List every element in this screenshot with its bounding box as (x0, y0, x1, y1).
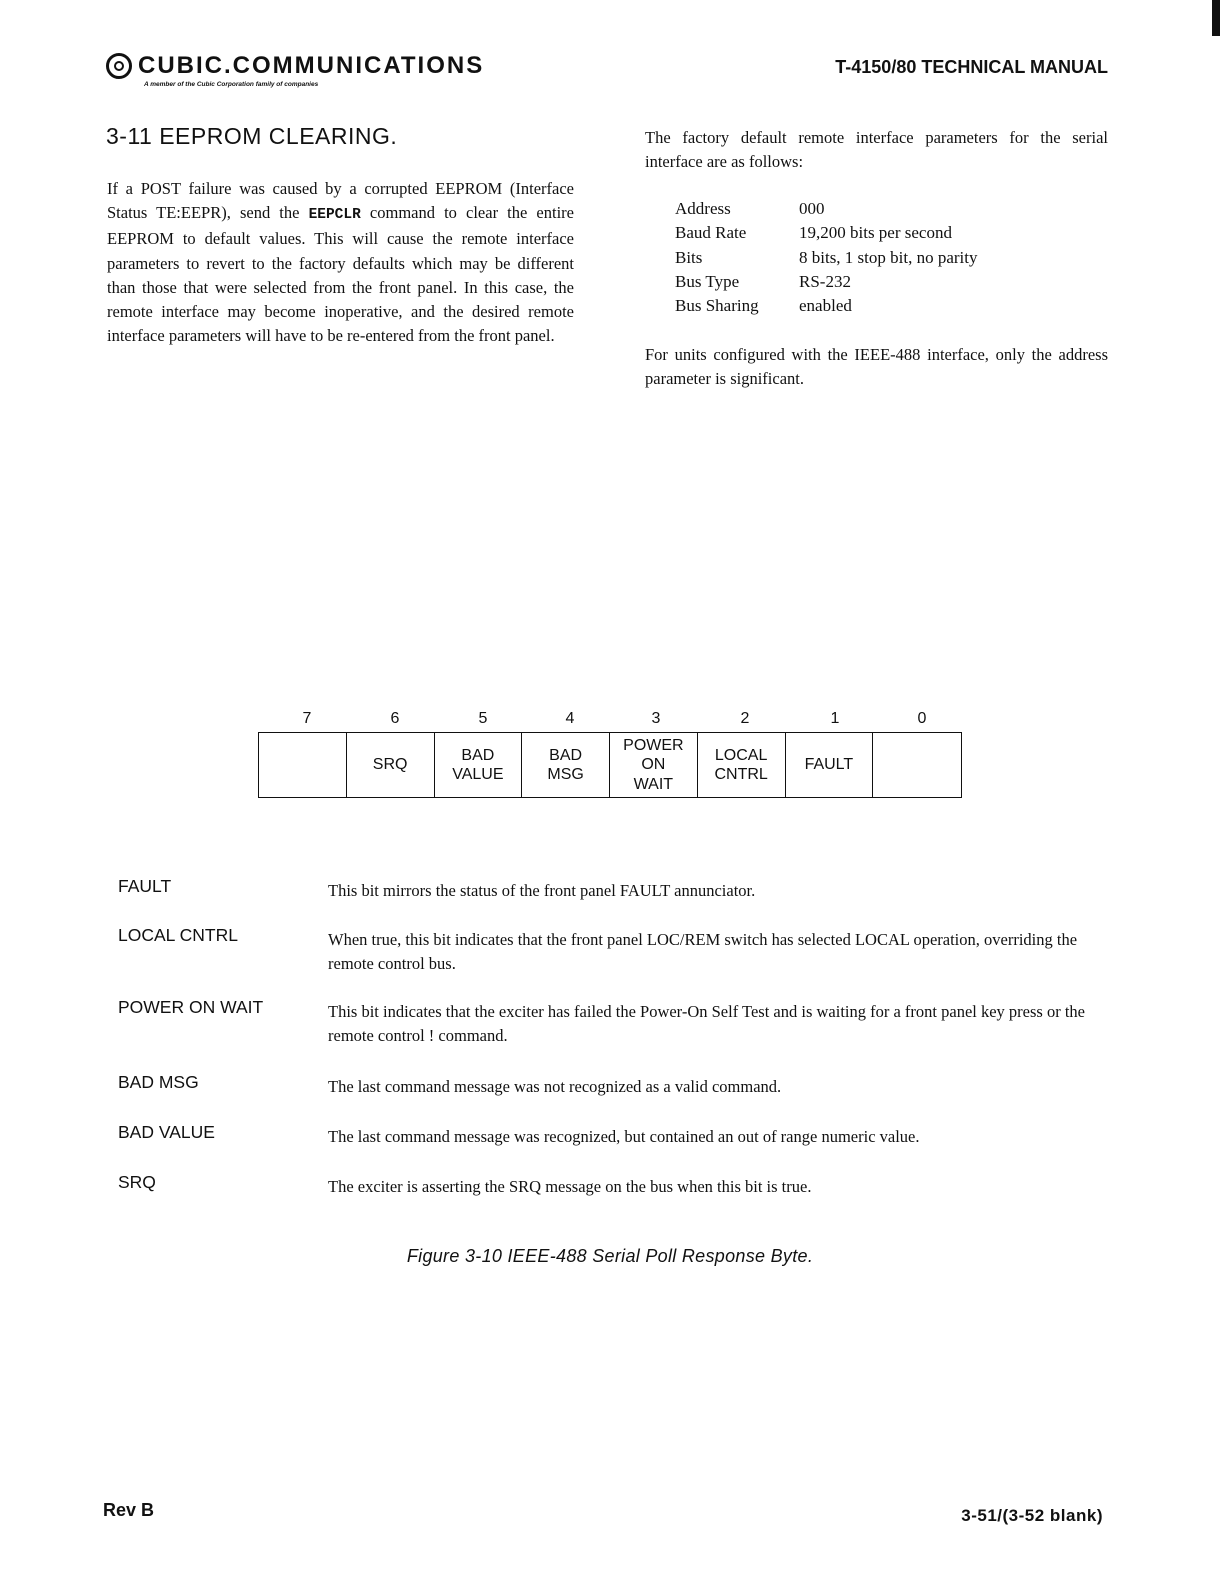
param-row (675, 221, 978, 245)
param-value: RS-232 (799, 271, 851, 291)
bit-number-row (258, 710, 962, 732)
definition-desc: The last command message was not recognized as a valid command. (328, 1077, 782, 1096)
page-number: 3-51/(3-52 blank) (961, 1506, 1103, 1525)
eeprom-clearing-paragraph (107, 177, 574, 348)
section-title: 3-11 EEPROM CLEARING. (106, 123, 398, 149)
definition-desc: The last command message was recognized, but contained an out of range numeric value. (328, 1127, 920, 1146)
bit-cell-7 (259, 733, 347, 797)
param-name: Address (675, 199, 731, 218)
page-edge-mark (1212, 0, 1220, 36)
ieee488-note-paragraph: For units configured with the IEEE-488 interface, only the address parameter is significant. (645, 345, 1108, 389)
definition-desc: The exciter is asserting the SRQ message on the bus when this bit is true. (328, 1177, 812, 1196)
bit-number: 1 (830, 710, 840, 727)
bit-number: 7 (302, 710, 312, 727)
bit-cell-5: BAD VALUE (435, 733, 523, 797)
definition-term: SRQ (118, 1172, 156, 1192)
command-name: EEPCLR (308, 207, 361, 224)
definition-desc: This bit mirrors the status of the front panel FAULT annunciator. (328, 881, 756, 900)
manual-title: T-4150/80 TECHNICAL MANUAL (835, 57, 1108, 77)
bit-number: 3 (651, 710, 661, 727)
definition-term: LOCAL CNTRL (118, 925, 238, 945)
bit-cell-4: BAD MSG (522, 733, 610, 797)
bit-cell-2: LOCAL CNTRL (698, 733, 786, 797)
param-value: 000 (799, 199, 825, 218)
definition-term: BAD MSG (118, 1072, 199, 1092)
bit-cell-1: FAULT (786, 733, 874, 797)
param-name: Baud Rate (675, 223, 747, 243)
param-row (675, 197, 978, 221)
definition-desc: This bit indicates that the exciter has failed the Power-On Self Test and is waiting for a front panel key press or the remote control ! command. (328, 1002, 1085, 1045)
serial-poll-response-byte (258, 732, 962, 798)
bit-cell-6: SRQ (347, 733, 435, 797)
definition-desc: When true, this bit indicates that the front panel LOC/REM switch has selected LOCAL operation, overriding the remote control bus. (328, 930, 1078, 973)
param-name: Bits (675, 247, 703, 267)
param-value: enabled (799, 296, 852, 316)
company-tagline: A member of the Cubic Corporation family of companies (144, 81, 319, 88)
param-row (675, 294, 978, 318)
param-value: 19,200 bits per second (799, 223, 952, 243)
bit-cell-3: POWER ON WAIT (610, 733, 698, 797)
bit-number: 5 (478, 710, 488, 727)
default-parameters-table (675, 197, 978, 318)
param-name: Bus Type (675, 271, 740, 291)
param-row (675, 270, 978, 294)
paragraph-text-before: If a POST failure was caused by a corrupted EEPROM (Interface Status TE:EEPR), send the (107, 179, 574, 223)
company-logo (106, 52, 484, 88)
paragraph-text-after: command to clear the entire EEPROM to default values. This will cause the remote interface parameters to revert to the factory defaults which may be different than those that were selected from the front panel. In this case, the remote interface may become inoperative, and the desired remote interface parameters will have to be re-entered from the front panel. (107, 203, 574, 346)
bit-number: 6 (390, 710, 400, 727)
param-name: Bus Sharing (675, 296, 759, 316)
company-name: CUBIC.COMMUNICATIONS (138, 52, 485, 79)
definition-term: POWER ON WAIT (118, 997, 264, 1017)
defaults-intro-paragraph: The factory default remote interface parameters for the serial interface are as follows: (645, 128, 1108, 172)
param-row (675, 246, 978, 270)
param-value: 8 bits, 1 stop bit, no parity (799, 247, 978, 267)
bit-number: 0 (917, 710, 927, 727)
bit-number: 2 (740, 710, 750, 727)
figure-caption: Figure 3-10 IEEE-488 Serial Poll Response Byte. (406, 1246, 814, 1266)
revision-label: Rev B (103, 1500, 155, 1520)
definition-term: BAD VALUE (118, 1122, 215, 1142)
cubic-logo-icon (106, 53, 132, 79)
bit-number: 4 (565, 710, 575, 727)
definition-term: FAULT (118, 876, 172, 896)
bit-cell-0 (873, 733, 961, 797)
